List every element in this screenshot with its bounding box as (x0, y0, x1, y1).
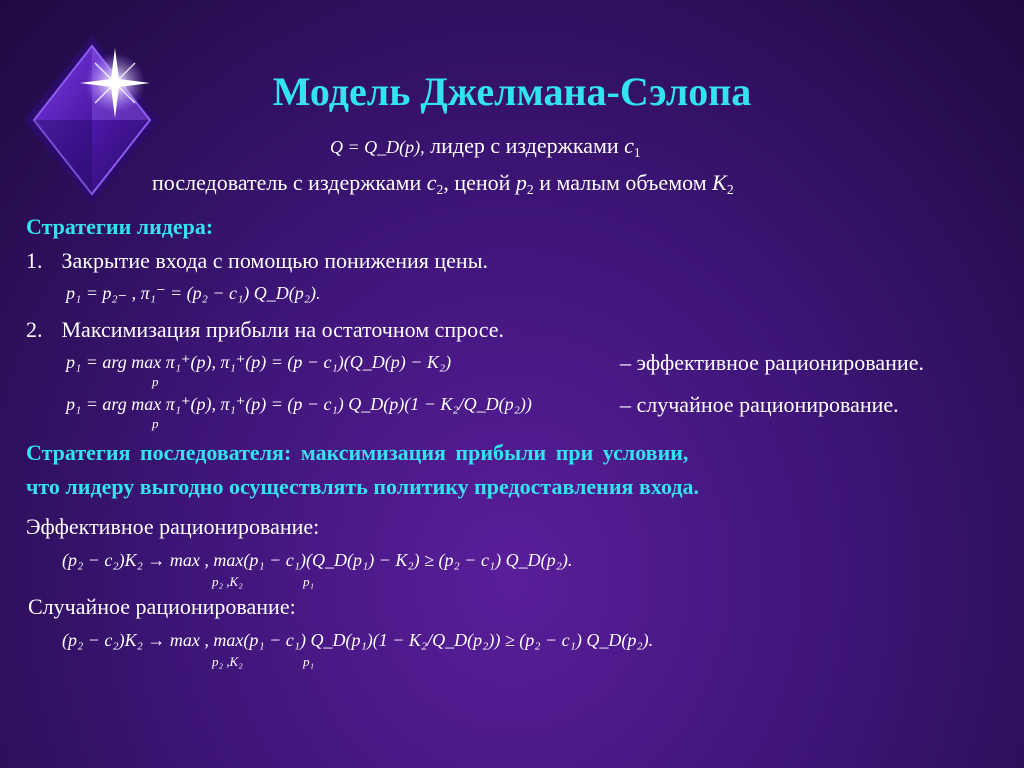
efficient-formula: (p₂ − c₂)K₂ → max , max(p₁ − c₁)(Q_D(p₁) − K₂) ≥ (p₂ − c₁) Q_D(p₂). (62, 550, 573, 570)
leader-heading: Стратегии лидера: (26, 214, 214, 239)
follower-text: последователь с издержками (152, 170, 422, 195)
formula-random-rationing: p₁ = arg max π₁⁺(p), π₁⁺(p) = (p − c₁) Q_D(p)(1 − K₂/Q_D(p₂)) (66, 394, 532, 414)
efficient-under-right: p₁ (303, 574, 315, 589)
volume-text: и малым объемом (539, 170, 707, 195)
random-under-left: p₂ ,K₂ (212, 654, 243, 669)
leader-item-2-num: 2. (26, 317, 43, 342)
formula-efficient-rationing: p₁ = arg max π₁⁺(p), π₁⁺(p) = (p − c₁)(Q_D(p) − K₂) (66, 352, 452, 372)
random-label: Случайное рационирование: (28, 594, 296, 619)
argmax-under-a: p (152, 374, 159, 389)
random-rationing-label: – случайное рационирование. (620, 392, 899, 417)
leader-item-1 (26, 248, 488, 274)
leader-cost-sub: 1 (633, 144, 641, 160)
random-under-right: p₁ (303, 654, 315, 669)
efficient-label: Эффективное рационирование: (26, 514, 320, 539)
leader-item-2-text: Максимизация прибыли на остаточном спросе. (61, 317, 505, 342)
intro-line-follower: последователь с издержками $c_2$, ценой $p_2$ и малым объемом $K_2$ (152, 170, 734, 197)
leader-item-2 (26, 317, 504, 343)
diamond-star-logo-icon (20, 28, 170, 218)
leader-text: лидер с издержками (430, 133, 619, 158)
demand-formula: Q = Q_D(p), (330, 137, 425, 157)
price-text: , ценой (443, 170, 511, 195)
intro-line-leader (330, 133, 641, 159)
leader-cost: c (624, 133, 634, 158)
argmax-under-b: p (152, 416, 159, 431)
efficient-rationing-label: – эффективное рационирование. (620, 350, 924, 375)
leader-item-1-text: Закрытие входа с помощью понижения цены. (61, 248, 488, 273)
random-formula: (p₂ − c₂)K₂ → max , max(p₁ − c₁) Q_D(p₁)(1 − K₂/Q_D(p₂)) ≥ (p₂ − c₁) Q_D(p₂). (62, 630, 654, 650)
efficient-under-left: p₂ ,K₂ (212, 574, 243, 589)
follower-cost-sub: 2 (436, 181, 444, 197)
leader-item-1-num: 1. (26, 248, 43, 273)
follower-heading-line-2: что лидеру выгодно осуществлять политику предоставления входа. (26, 474, 699, 499)
follower-heading-line-1: Стратегия последователя: максимизация прибыли при условии, (26, 440, 689, 465)
page-title: Модель Джелмана-Сэлопа (272, 69, 752, 114)
item1-formula: p₁ = p₂₋ , π₁⁻ = (p₂ − c₁) Q_D(p₂). (66, 283, 321, 303)
